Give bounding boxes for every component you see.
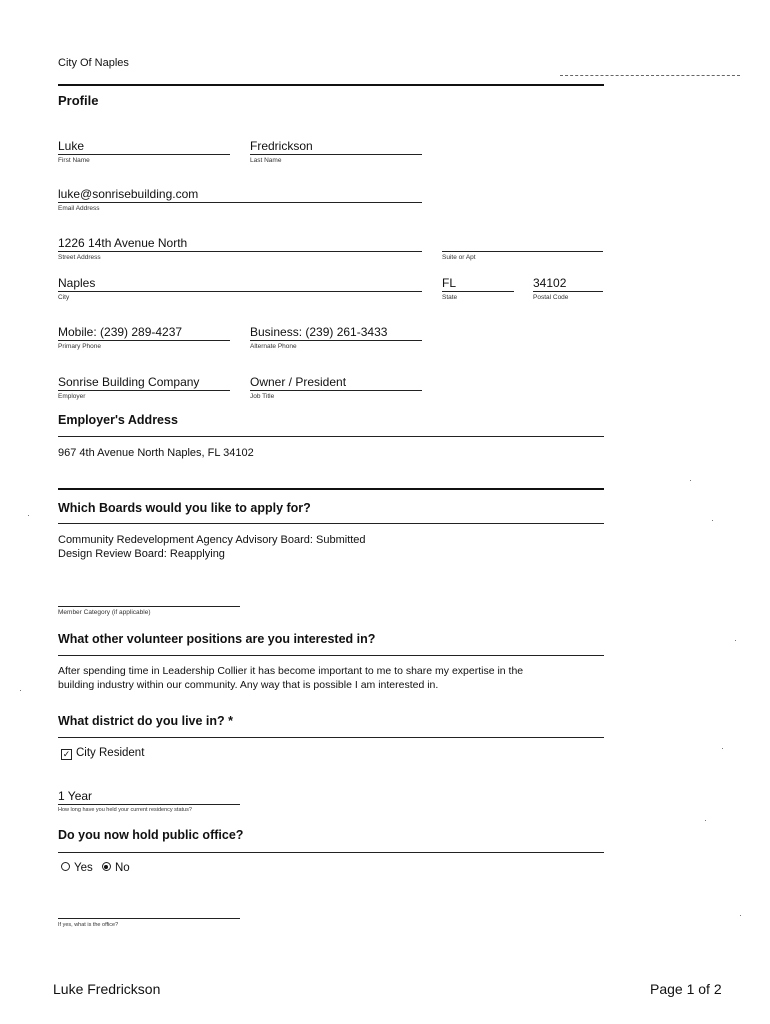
postal-line (533, 291, 603, 292)
city-resident-option[interactable] (61, 747, 144, 760)
primary-phone-label: Primary Phone (58, 343, 101, 350)
volunteer-rule (58, 655, 604, 656)
volunteer-line-2: building industry within our community. Any way that is possible I am interested in. (58, 679, 439, 691)
city-line (58, 291, 422, 292)
boards-line-1: Community Redevelopment Agency Advisory Board: Submitted (58, 534, 366, 546)
scan-speckle (690, 480, 691, 481)
alt-phone-label: Alternate Phone (250, 343, 297, 350)
residency-label: How long have you held your current residency status? (58, 807, 192, 813)
scan-speckle (712, 520, 713, 521)
primary-phone-line (58, 340, 230, 341)
job-title-value: Owner / President (250, 375, 347, 389)
boards-heading: Which Boards would you like to apply for? (58, 501, 311, 515)
scan-speckle (740, 915, 741, 916)
employer-label: Employer (58, 393, 86, 400)
job-title-line (250, 390, 422, 391)
header-scan-artifact (560, 75, 740, 76)
city-value: Naples (58, 276, 96, 290)
last-name-value: Fredrickson (250, 139, 313, 153)
employer-address-heading: Employer's Address (58, 413, 178, 427)
page-title: Profile (58, 93, 99, 108)
member-category-label: Member Category (if applicable) (58, 609, 151, 616)
employer-value: Sonrise Building Company (58, 375, 200, 389)
first-name-value: Luke (58, 139, 85, 153)
first-name-line (58, 154, 230, 155)
city-resident-checkbox[interactable]: ✓ (62, 749, 71, 759)
footer-page-number: Page 1 of 2 (650, 981, 722, 997)
last-name-label: Last Name (250, 157, 282, 164)
district-heading: What district do you live in? * (58, 714, 234, 728)
email-label: Email Address (58, 205, 100, 212)
scan-speckle (20, 690, 21, 691)
yes-radio[interactable] (61, 862, 70, 871)
suite-line (442, 251, 603, 252)
public-office-rule (58, 852, 604, 853)
postal-value: 34102 (533, 276, 567, 290)
street-line (58, 251, 422, 252)
no-label: No (114, 862, 130, 874)
email-line (58, 202, 422, 203)
volunteer-line-1: After spending time in Leadership Collier it has become important to me to share my expertise in the (58, 665, 524, 677)
yes-label: Yes (74, 862, 93, 874)
footer-name: Luke Fredrickson (53, 981, 161, 997)
first-name-label: First Name (58, 157, 90, 164)
state-line (442, 291, 514, 292)
email-value: luke@sonrisebuilding.com (58, 187, 199, 201)
office-label: If yes, what is the office? (58, 922, 119, 928)
street-value: 1226 14th Avenue North (58, 236, 188, 250)
org-name: City Of Naples (58, 57, 129, 69)
primary-phone-value: Mobile: (239) 289-4237 (58, 325, 183, 339)
public-office-heading: Do you now hold public office? (58, 828, 244, 842)
city-resident-label: City Resident (76, 747, 145, 759)
postal-label: Postal Code (533, 294, 569, 301)
job-title-label: Job Title (250, 393, 275, 400)
volunteer-heading: What other volunteer positions are you interested in? (58, 632, 376, 646)
no-radio[interactable] (102, 862, 111, 871)
section-divider (58, 488, 604, 490)
office-line (58, 918, 240, 919)
alt-phone-line (250, 340, 422, 341)
employer-address-rule (58, 436, 604, 437)
public-office-options (61, 862, 130, 874)
employer-address-value: 967 4th Avenue North Naples, FL 34102 (58, 447, 254, 459)
suite-label: Suite or Apt (442, 254, 476, 261)
employer-line (58, 390, 230, 391)
residency-line (58, 804, 240, 805)
residency-value: 1 Year (58, 789, 93, 803)
scan-speckle (735, 640, 736, 641)
scan-speckle (28, 515, 29, 516)
state-value: FL (442, 276, 457, 290)
state-label: State (442, 294, 458, 301)
boards-line-2: Design Review Board: Reapplying (58, 548, 225, 560)
district-rule (58, 737, 604, 738)
street-label: Street Address (58, 254, 101, 261)
member-category-line (58, 606, 240, 607)
scan-speckle (722, 748, 723, 749)
city-label: City (58, 294, 70, 301)
boards-rule (58, 523, 604, 524)
scan-speckle (705, 820, 706, 821)
alt-phone-value: Business: (239) 261-3433 (250, 325, 388, 339)
last-name-line (250, 154, 422, 155)
header-rule (58, 84, 604, 86)
